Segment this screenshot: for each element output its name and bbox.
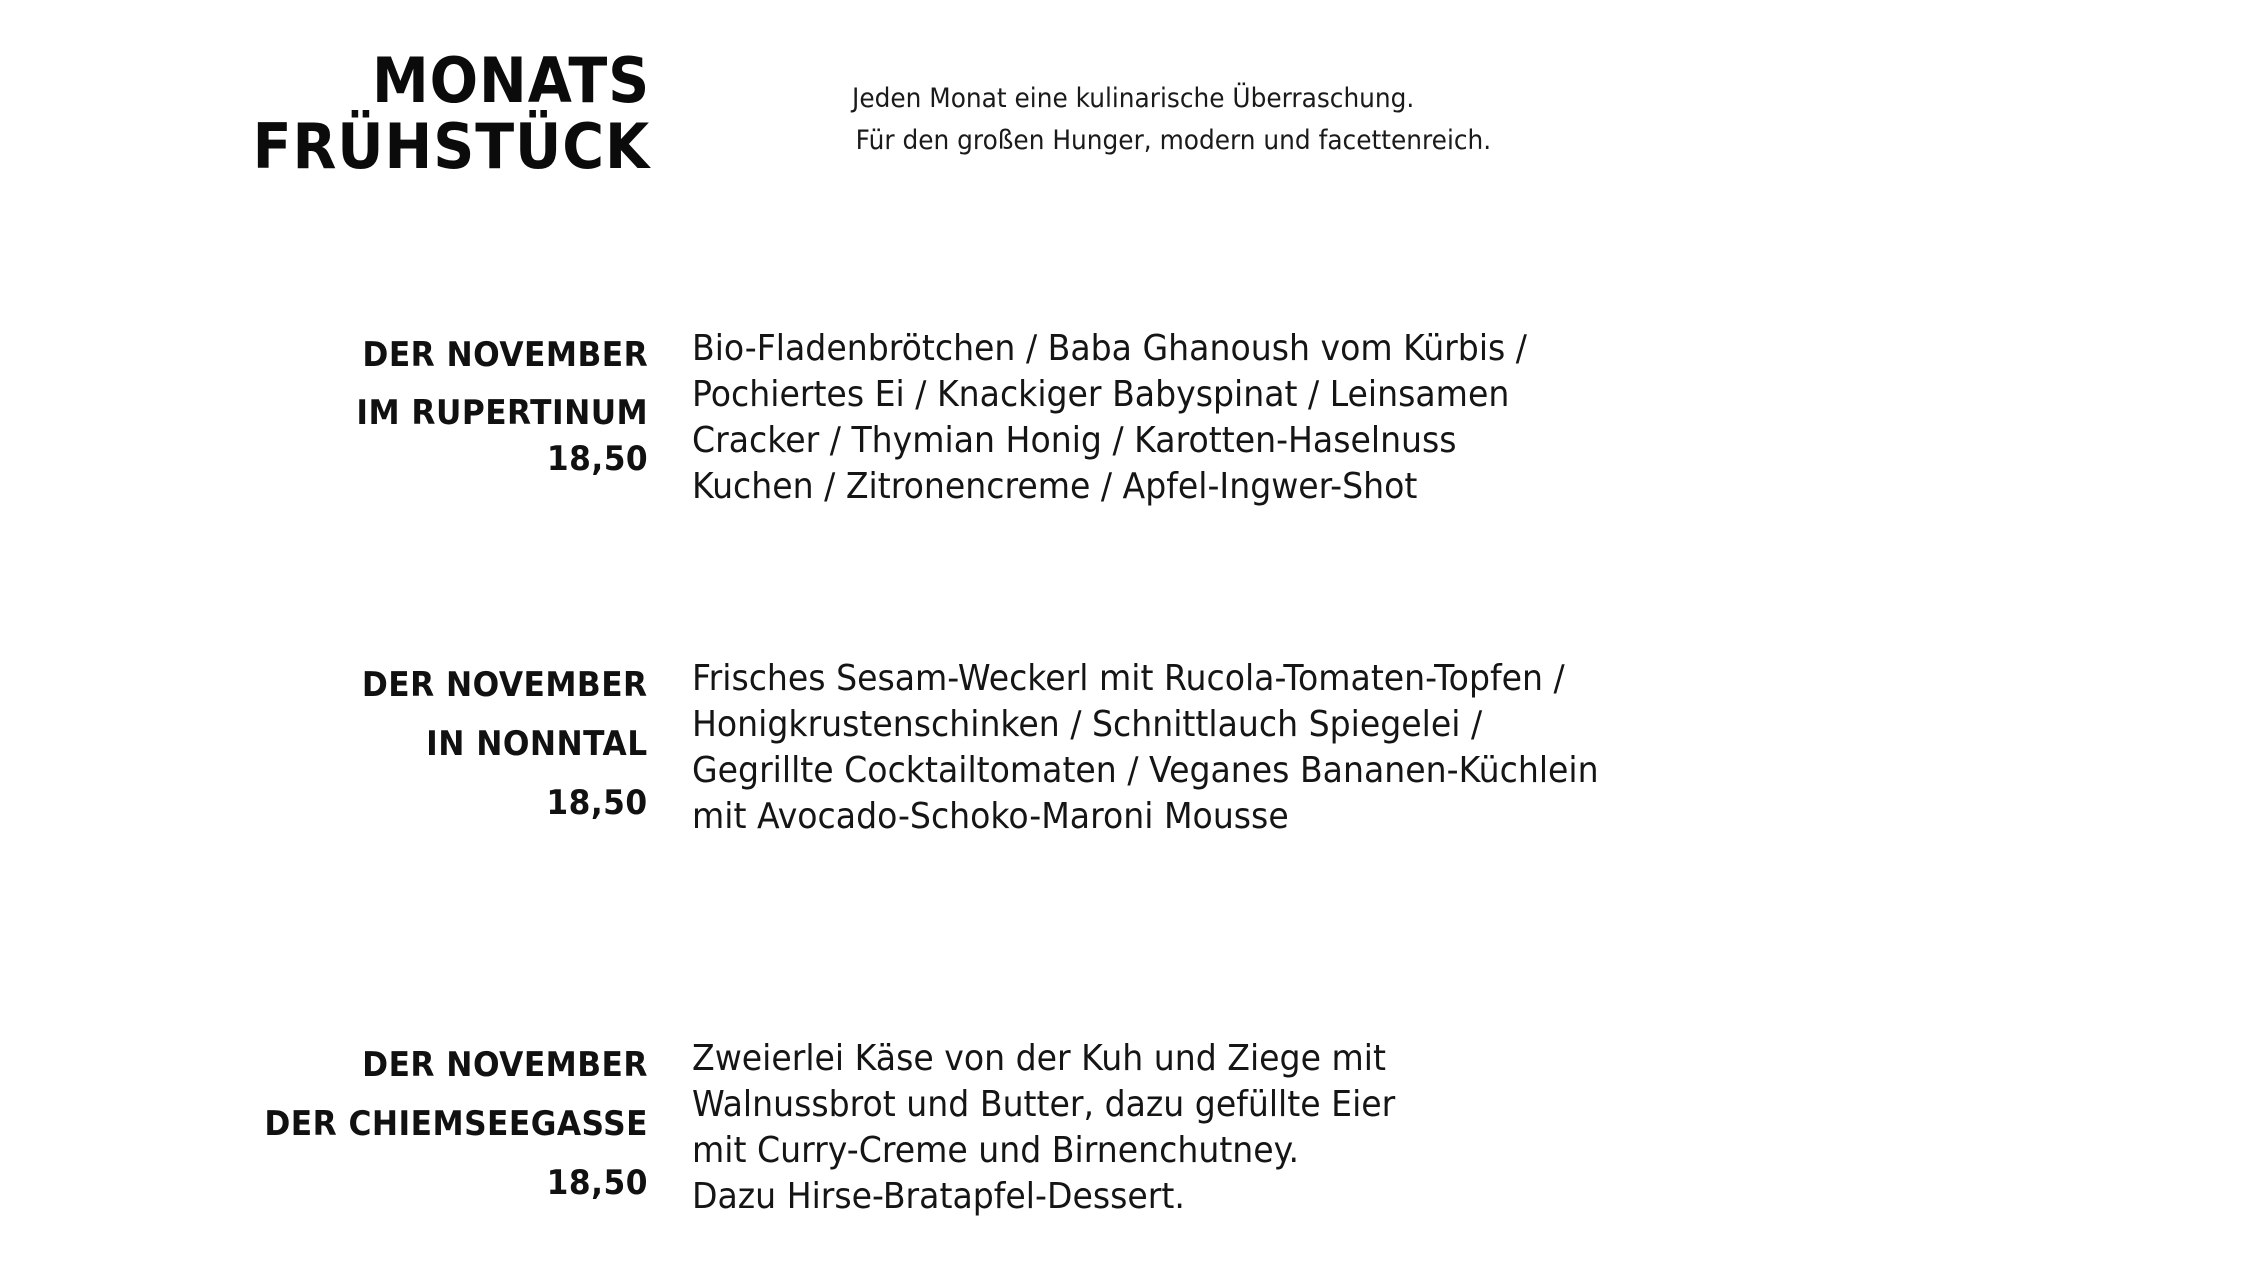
description-line: Pochiertes Ei / Knackiger Babyspinat / Leinsamen bbox=[692, 374, 1510, 415]
menu-item-price: 18,50 bbox=[546, 783, 648, 823]
menu-item-location: DER CHIEMSEEGASSE bbox=[264, 1104, 648, 1144]
menu-item-price: 18,50 bbox=[546, 439, 648, 479]
intro-line-2: Für den großen Hunger, modern und facettenreich. bbox=[855, 125, 1492, 156]
menu-item-description bbox=[692, 1036, 1395, 1220]
description-line: Bio-Fladenbrötchen / Baba Ghanoush vom Kürbis / bbox=[692, 328, 1527, 369]
menu-item-month: DER NOVEMBER bbox=[362, 1045, 648, 1085]
description-line: mit Avocado-Schoko-Maroni Mousse bbox=[692, 796, 1289, 837]
menu-item-label bbox=[264, 1036, 648, 1213]
page-title bbox=[252, 44, 650, 183]
menu-item-month: DER NOVEMBER bbox=[362, 335, 648, 375]
description-line: Dazu Hirse-Bratapfel-Dessert. bbox=[692, 1176, 1185, 1217]
description-line: Walnussbrot und Butter, dazu gefüllte Eier bbox=[692, 1084, 1396, 1125]
description-line: Gegrillte Cocktailtomaten / Veganes Bananen-Küchlein bbox=[692, 750, 1599, 791]
description-line: Cracker / Thymian Honig / Karotten-Haselnuss bbox=[692, 420, 1457, 461]
description-line: Kuchen / Zitronencreme / Apfel-Ingwer-Shot bbox=[692, 466, 1418, 507]
description-line: Zweierlei Käse von der Kuh und Ziege mit bbox=[692, 1038, 1386, 1079]
menu-item-price: 18,50 bbox=[546, 1163, 648, 1203]
intro-text bbox=[852, 78, 1491, 162]
description-line: Frisches Sesam-Weckerl mit Rucola-Tomaten-Topfen / bbox=[692, 658, 1565, 699]
menu-item-location: IM RUPERTINUM bbox=[356, 393, 648, 433]
menu-item-label bbox=[362, 656, 648, 833]
description-line: mit Curry-Creme und Birnenchutney. bbox=[692, 1130, 1300, 1171]
description-line: Honigkrustenschinken / Schnittlauch Spiegelei / bbox=[692, 704, 1483, 745]
page-title-line-1: MONATS bbox=[371, 44, 650, 117]
menu-item-description bbox=[692, 656, 1599, 840]
menu-item-description bbox=[692, 326, 1527, 510]
menu-item-label bbox=[356, 326, 648, 482]
intro-line-1: Jeden Monat eine kulinarische Überraschung. bbox=[852, 83, 1415, 114]
menu-item-location: IN NONNTAL bbox=[426, 724, 648, 764]
page-title-line-2: FRÜHSTÜCK bbox=[252, 110, 650, 183]
menu-item-month: DER NOVEMBER bbox=[362, 665, 648, 705]
